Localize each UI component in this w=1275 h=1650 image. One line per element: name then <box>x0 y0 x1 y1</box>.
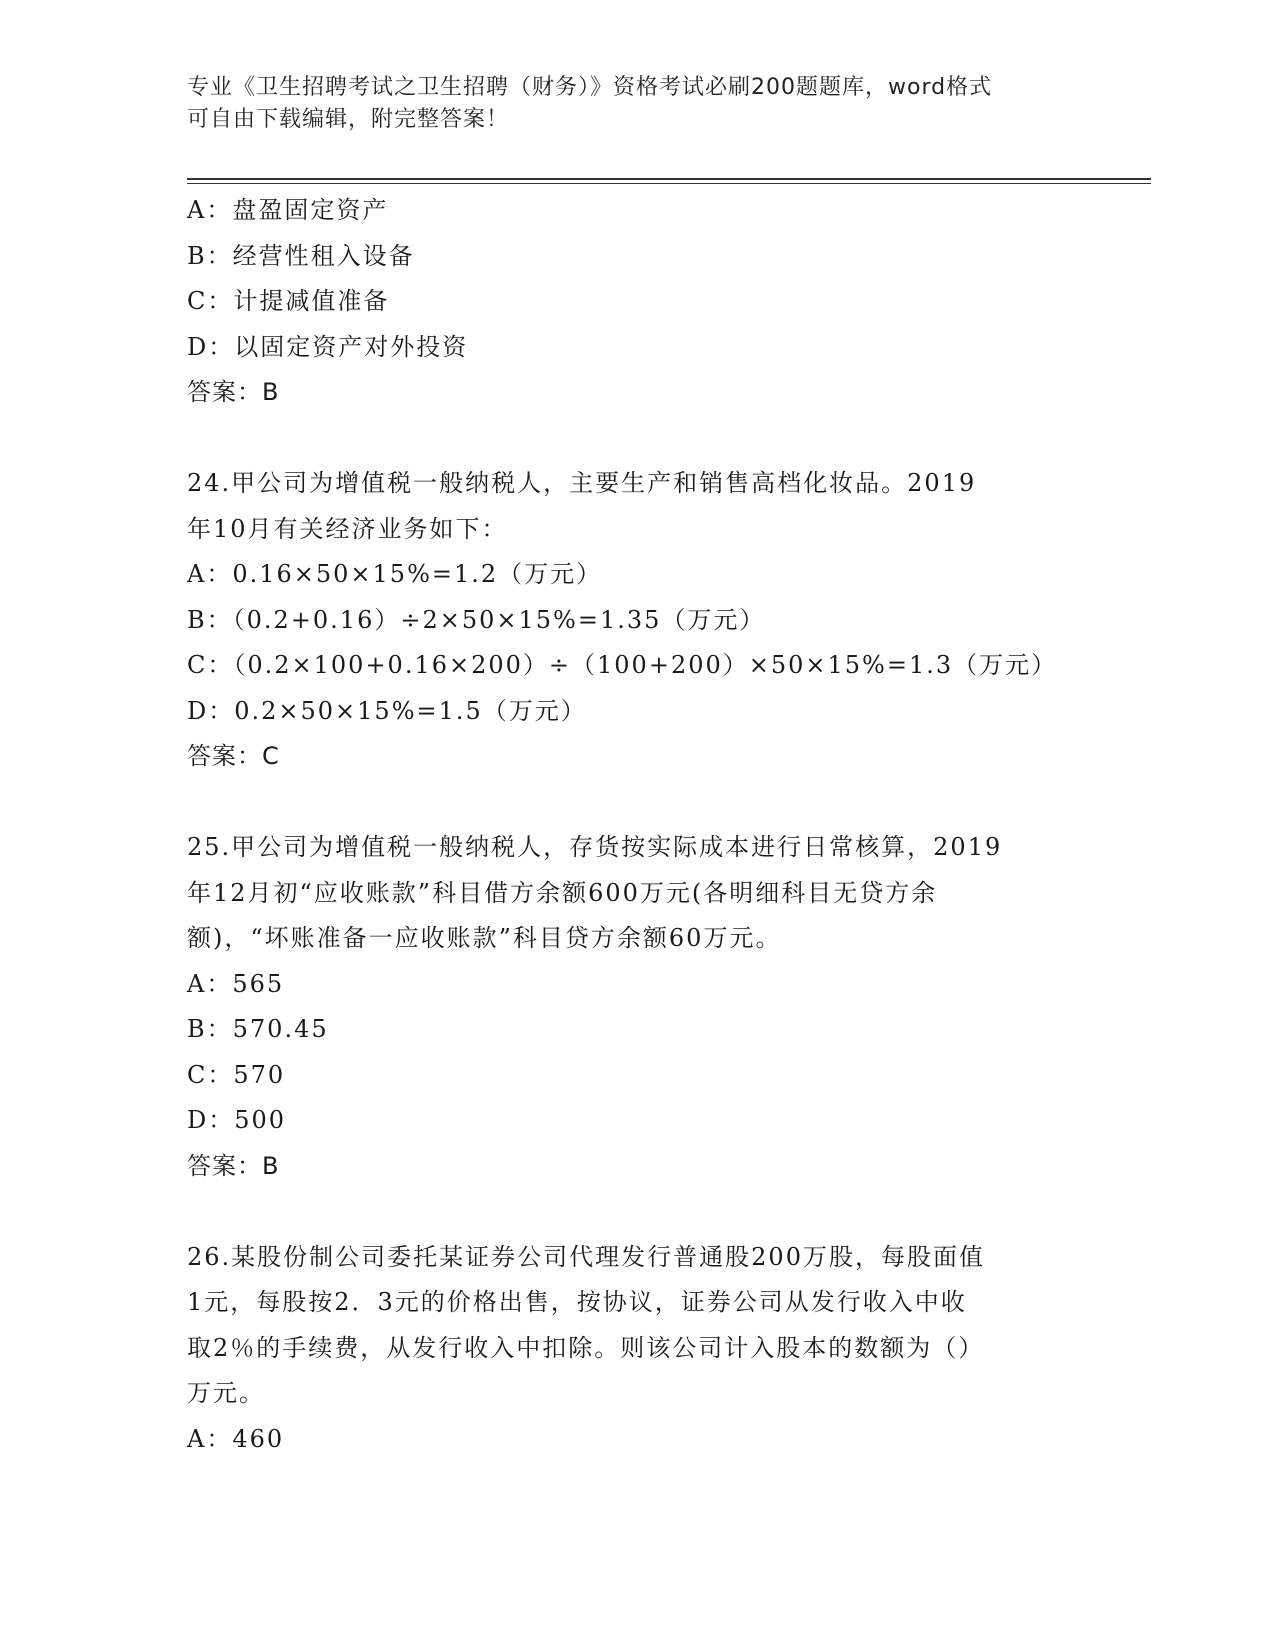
option-a: A：565 <box>187 969 285 998</box>
option-c: C：570 <box>187 1060 286 1089</box>
question-stem-line: 25.甲公司为增值税一般纳税人，存货按实际成本进行日常核算，2019 <box>187 833 1003 861</box>
header-divider-thin <box>187 183 1151 184</box>
option-d: D：0.2×50×15%=1.5（万元） <box>187 696 587 725</box>
option-b: B：570.45 <box>187 1015 329 1043</box>
option-b: B：（0.2+0.16）÷2×50×15%=1.35（万元） <box>187 605 766 634</box>
option-c: C：计提减值准备 <box>187 287 390 315</box>
question-25 <box>187 825 1087 1189</box>
option-d: D：以固定资产对外投资 <box>187 332 469 361</box>
question-26 <box>187 1235 1087 1463</box>
answer-line: 答案：B <box>187 1151 280 1180</box>
header-line-2: 可自由下载编辑，附完整答案！ <box>187 107 510 132</box>
question-stem-line: 24.甲公司为增值税一般纳税人，主要生产和销售高档化妆品。2019 <box>187 469 977 497</box>
question-stem-line: 年10月有关经济业务如下： <box>187 514 508 543</box>
header-divider-thick <box>187 178 1151 180</box>
document-header <box>187 72 1087 136</box>
question-gap <box>187 416 1087 462</box>
option-c: C：（0.2×100+0.16×200）÷（100+200）×50×15%=1.3（万元） <box>187 651 1058 679</box>
answer-line: 答案：C <box>187 742 280 770</box>
question-24 <box>187 461 1087 780</box>
option-a: A：盘盈固定资产 <box>187 196 389 224</box>
question-gap <box>187 1189 1087 1235</box>
question-stem-line: 1元，每股按2．3元的价格出售，按协议，证券公司从发行收入中收 <box>187 1288 967 1316</box>
question-gap <box>187 780 1087 826</box>
option-a: A：460 <box>187 1424 285 1453</box>
option-d: D：500 <box>187 1106 287 1134</box>
question-stem-line: 26.某股份制公司委托某证券公司代理发行普通股200万股，每股面值 <box>187 1242 985 1271</box>
question-stem-line: 年12月初“应收账款”科目借方余额600万元(各明细科目无贷方余 <box>187 878 938 907</box>
question-stem-line: 万元。 <box>187 1379 265 1407</box>
question-content <box>187 188 1087 1462</box>
option-b: B：经营性租入设备 <box>187 241 415 270</box>
header-line-1: 专业《卫生招聘考试之卫生招聘（财务）》资格考试必刷200题题库，word格式 <box>187 75 993 100</box>
option-a: A：0.16×50×15%=1.2（万元） <box>187 560 603 588</box>
question-stem-line: 额)，“坏账准备一应收账款”科目贷方余额60万元。 <box>187 924 782 952</box>
question-stem-line: 取2％的手续费，从发行收入中扣除。则该公司计入股本的数额为（） <box>187 1333 985 1362</box>
answer-line: 答案：B <box>187 378 280 406</box>
question-23 <box>187 188 1087 416</box>
